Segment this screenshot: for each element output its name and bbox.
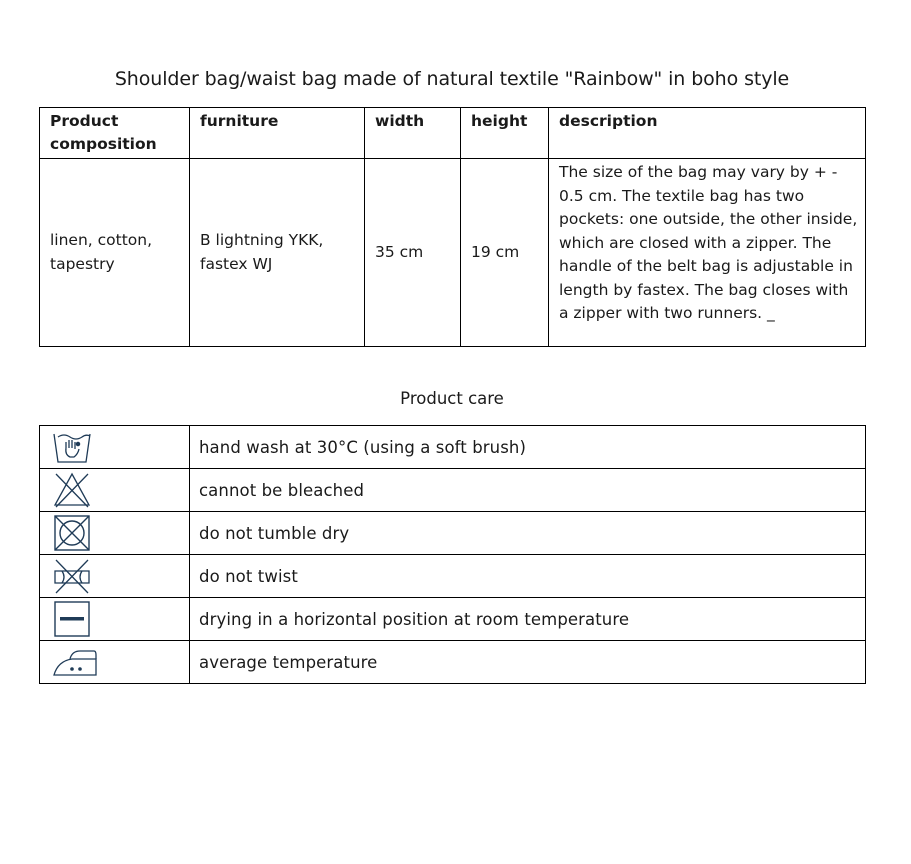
care-table [39, 425, 866, 684]
care-text: do not twist [190, 555, 866, 598]
care-row [40, 426, 866, 469]
care-text: drying in a horizontal position at room temperature [190, 598, 866, 641]
header-width: width [365, 108, 461, 159]
no-bleach-icon [52, 471, 92, 509]
product-table [39, 107, 866, 347]
care-text: do not tumble dry [190, 512, 866, 555]
cell-width: 35 cm [365, 159, 461, 347]
cell-furniture: B lightning YKK, fastex WJ [190, 159, 365, 347]
care-row [40, 641, 866, 684]
care-row [40, 512, 866, 555]
hand-wash-icon [52, 428, 92, 466]
document-title: Shoulder bag/waist bag made of natural textile "Rainbow" in boho style [114, 68, 790, 90]
no-wring-icon [52, 557, 92, 595]
cell-description: The size of the bag may vary by + - 0.5 cm. The textile bag has two pockets: one outside, the other inside, which are closed with a zipper. The handle of the belt bag is adjustable in length by fastex. The bag closes with a zipper with two runners. _ [549, 159, 866, 347]
header-height: height [461, 108, 549, 159]
cell-composition: linen, cotton, tapestry [40, 159, 190, 347]
dry-flat-icon [52, 600, 92, 638]
product-table-header-row [40, 108, 866, 159]
no-tumble-dry-icon [52, 514, 92, 552]
product-table-row [40, 159, 866, 347]
care-row [40, 469, 866, 512]
cell-height: 19 cm [461, 159, 549, 347]
care-text: cannot be bleached [190, 469, 866, 512]
header-furniture: furniture [190, 108, 365, 159]
header-composition: Product composition [40, 108, 190, 159]
care-text: hand wash at 30°C (using a soft brush) [190, 426, 866, 469]
care-row [40, 598, 866, 641]
iron-medium-icon [52, 643, 98, 681]
care-heading: Product care [400, 389, 504, 408]
care-text: average temperature [190, 641, 866, 684]
care-row [40, 555, 866, 598]
header-description: description [549, 108, 866, 159]
